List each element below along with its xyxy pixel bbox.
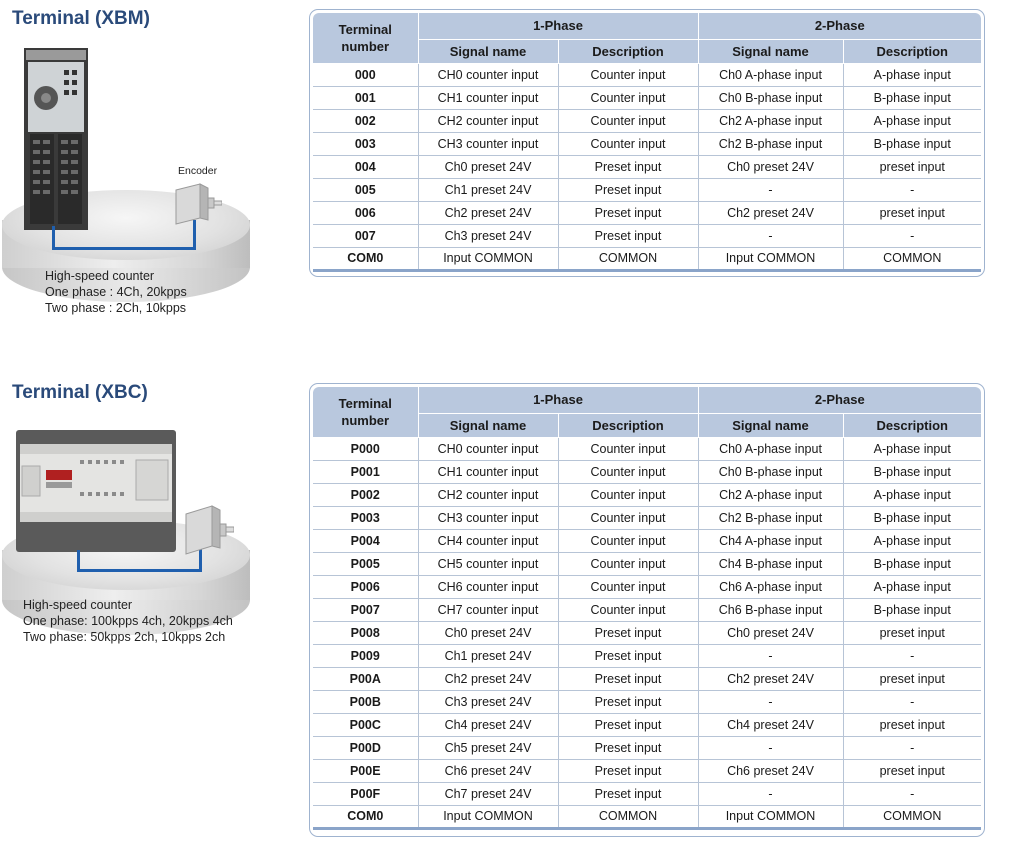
table-row xyxy=(313,155,981,178)
signal-name-2phase-cell: Ch4 preset 24V xyxy=(698,713,843,736)
description-1phase-cell: Counter input xyxy=(558,483,698,506)
description-1phase-cell: Counter input xyxy=(558,529,698,552)
terminal-number-cell: P00C xyxy=(313,713,418,736)
description-2phase-cell: preset input xyxy=(843,667,981,690)
description-2phase-cell: B-phase input xyxy=(843,86,981,109)
table-row xyxy=(313,132,981,155)
table-row xyxy=(313,621,981,644)
terminal-number-cell: 004 xyxy=(313,155,418,178)
terminal-number-cell: COM0 xyxy=(313,247,418,270)
table-row xyxy=(313,575,981,598)
description-2phase-cell: B-phase input xyxy=(843,460,981,483)
xbm-table-frame xyxy=(309,9,985,277)
table-row xyxy=(313,460,981,483)
signal-name-2phase-cell: Ch6 preset 24V xyxy=(698,759,843,782)
terminal-number-cell: P006 xyxy=(313,575,418,598)
xbm-title: Terminal (XBM) xyxy=(12,8,150,29)
signal-name-1phase-cell: CH0 counter input xyxy=(418,437,558,460)
signal-name-1phase-cell: Ch5 preset 24V xyxy=(418,736,558,759)
plc-module-icon xyxy=(24,48,88,230)
xbc-terminal-table xyxy=(313,387,981,830)
header-signal-name: Signal name xyxy=(698,413,843,437)
signal-name-1phase-cell: Ch7 preset 24V xyxy=(418,782,558,805)
terminal-number-cell: P000 xyxy=(313,437,418,460)
xbm-illustration xyxy=(0,40,260,320)
header-group-1-phase: 1-Phase xyxy=(418,13,698,39)
header-description: Description xyxy=(558,39,698,63)
table-row xyxy=(313,529,981,552)
signal-name-2phase-cell: - xyxy=(698,178,843,201)
table-row xyxy=(313,598,981,621)
signal-name-1phase-cell: CH2 counter input xyxy=(418,109,558,132)
header-signal-name: Signal name xyxy=(418,39,558,63)
terminal-number-cell: P001 xyxy=(313,460,418,483)
header-signal-name: Signal name xyxy=(418,413,558,437)
signal-name-2phase-cell: Ch0 A-phase input xyxy=(698,437,843,460)
table-row xyxy=(313,644,981,667)
table-row xyxy=(313,736,981,759)
description-2phase-cell: - xyxy=(843,782,981,805)
caption-line: One phase : 4Ch, 20kpps xyxy=(45,285,187,299)
terminal-number-cell: 006 xyxy=(313,201,418,224)
encoder-icon xyxy=(182,502,234,558)
description-1phase-cell: Preset input xyxy=(558,759,698,782)
description-2phase-cell: B-phase input xyxy=(843,132,981,155)
caption-line: Two phase : 2Ch, 10kpps xyxy=(45,301,187,315)
description-2phase-cell: preset input xyxy=(843,155,981,178)
terminal-number-cell: P007 xyxy=(313,598,418,621)
signal-name-2phase-cell: - xyxy=(698,690,843,713)
description-1phase-cell: Preset input xyxy=(558,644,698,667)
table-row xyxy=(313,690,981,713)
terminal-number-cell: 007 xyxy=(313,224,418,247)
description-1phase-cell: Preset input xyxy=(558,690,698,713)
signal-name-1phase-cell: CH4 counter input xyxy=(418,529,558,552)
terminal-number-cell: P003 xyxy=(313,506,418,529)
xbc-caption xyxy=(23,597,233,645)
terminal-number-cell: P00F xyxy=(313,782,418,805)
terminal-number-cell: P00B xyxy=(313,690,418,713)
xbm-caption xyxy=(45,268,187,316)
terminal-number-cell: P005 xyxy=(313,552,418,575)
description-1phase-cell: Preset input xyxy=(558,201,698,224)
terminal-number-cell: 005 xyxy=(313,178,418,201)
description-2phase-cell: A-phase input xyxy=(843,437,981,460)
xbm-terminal-table xyxy=(313,13,981,272)
table-row xyxy=(313,506,981,529)
xbc-title: Terminal (XBC) xyxy=(12,382,148,403)
signal-name-1phase-cell: Ch1 preset 24V xyxy=(418,644,558,667)
signal-name-1phase-cell: CH1 counter input xyxy=(418,460,558,483)
description-1phase-cell: Counter input xyxy=(558,109,698,132)
signal-name-2phase-cell: Ch4 B-phase input xyxy=(698,552,843,575)
signal-name-2phase-cell: - xyxy=(698,736,843,759)
table-row xyxy=(313,782,981,805)
encoder-icon xyxy=(172,180,222,226)
signal-name-1phase-cell: Ch2 preset 24V xyxy=(418,201,558,224)
signal-name-2phase-cell: Ch2 A-phase input xyxy=(698,109,843,132)
caption-line: High-speed counter xyxy=(23,598,133,612)
description-1phase-cell: Preset input xyxy=(558,155,698,178)
description-2phase-cell: - xyxy=(843,644,981,667)
table-row xyxy=(313,224,981,247)
table-row xyxy=(313,201,981,224)
signal-name-1phase-cell: Input COMMON xyxy=(418,805,558,828)
terminal-number-cell: P008 xyxy=(313,621,418,644)
description-1phase-cell: Counter input xyxy=(558,86,698,109)
signal-name-2phase-cell: Ch0 A-phase input xyxy=(698,63,843,86)
terminal-number-cell: P002 xyxy=(313,483,418,506)
description-2phase-cell: preset input xyxy=(843,759,981,782)
table-row xyxy=(313,759,981,782)
terminal-number-cell: P00A xyxy=(313,667,418,690)
signal-name-2phase-cell: Ch0 B-phase input xyxy=(698,460,843,483)
terminal-number-cell: 001 xyxy=(313,86,418,109)
caption-line: High-speed counter xyxy=(45,269,155,283)
xbc-illustration xyxy=(0,420,260,660)
description-2phase-cell: A-phase input xyxy=(843,529,981,552)
terminal-number-cell: P004 xyxy=(313,529,418,552)
signal-name-2phase-cell: - xyxy=(698,782,843,805)
cable-horizontal xyxy=(77,569,202,572)
description-2phase-cell: COMMON xyxy=(843,805,981,828)
description-1phase-cell: COMMON xyxy=(558,247,698,270)
signal-name-2phase-cell: Ch6 A-phase input xyxy=(698,575,843,598)
header-signal-name: Signal name xyxy=(698,39,843,63)
header-description: Description xyxy=(843,413,981,437)
header-description: Description xyxy=(843,39,981,63)
signal-name-1phase-cell: Ch6 preset 24V xyxy=(418,759,558,782)
signal-name-1phase-cell: Ch1 preset 24V xyxy=(418,178,558,201)
description-1phase-cell: Preset input xyxy=(558,667,698,690)
signal-name-2phase-cell: Ch2 preset 24V xyxy=(698,201,843,224)
signal-name-2phase-cell: Ch0 B-phase input xyxy=(698,86,843,109)
signal-name-1phase-cell: Input COMMON xyxy=(418,247,558,270)
signal-name-1phase-cell: CH2 counter input xyxy=(418,483,558,506)
terminal-number-cell: P00E xyxy=(313,759,418,782)
encoder-label: Encoder xyxy=(178,165,218,177)
header-terminal-number: Terminal number xyxy=(313,13,418,63)
signal-name-2phase-cell: Ch2 preset 24V xyxy=(698,667,843,690)
signal-name-1phase-cell: Ch0 preset 24V xyxy=(418,621,558,644)
terminal-number-cell: P009 xyxy=(313,644,418,667)
description-2phase-cell: preset input xyxy=(843,621,981,644)
plc-xbc-icon xyxy=(16,430,176,552)
table-row xyxy=(313,552,981,575)
description-2phase-cell: B-phase input xyxy=(843,598,981,621)
table-row xyxy=(313,109,981,132)
signal-name-1phase-cell: Ch4 preset 24V xyxy=(418,713,558,736)
description-1phase-cell: Preset input xyxy=(558,224,698,247)
table-row xyxy=(313,247,981,270)
description-2phase-cell: - xyxy=(843,178,981,201)
signal-name-2phase-cell: Input COMMON xyxy=(698,805,843,828)
description-2phase-cell: A-phase input xyxy=(843,63,981,86)
description-2phase-cell: A-phase input xyxy=(843,575,981,598)
description-2phase-cell: COMMON xyxy=(843,247,981,270)
terminal-number-cell: 000 xyxy=(313,63,418,86)
description-1phase-cell: Counter input xyxy=(558,63,698,86)
table-row xyxy=(313,667,981,690)
description-1phase-cell: Counter input xyxy=(558,437,698,460)
table-row xyxy=(313,437,981,460)
signal-name-2phase-cell: Ch6 B-phase input xyxy=(698,598,843,621)
table-row xyxy=(313,63,981,86)
description-2phase-cell: A-phase input xyxy=(843,483,981,506)
description-2phase-cell: preset input xyxy=(843,713,981,736)
terminal-number-cell: P00D xyxy=(313,736,418,759)
signal-name-2phase-cell: Ch4 A-phase input xyxy=(698,529,843,552)
signal-name-1phase-cell: Ch2 preset 24V xyxy=(418,667,558,690)
caption-line: One phase: 100kpps 4ch, 20kpps 4ch xyxy=(23,614,233,628)
header-group-1-phase: 1-Phase xyxy=(418,387,698,413)
description-2phase-cell: - xyxy=(843,224,981,247)
description-1phase-cell: Preset input xyxy=(558,736,698,759)
table-row xyxy=(313,86,981,109)
signal-name-1phase-cell: Ch3 preset 24V xyxy=(418,690,558,713)
description-1phase-cell: Counter input xyxy=(558,460,698,483)
signal-name-1phase-cell: Ch0 preset 24V xyxy=(418,155,558,178)
signal-name-1phase-cell: CH7 counter input xyxy=(418,598,558,621)
description-2phase-cell: B-phase input xyxy=(843,552,981,575)
signal-name-2phase-cell: Input COMMON xyxy=(698,247,843,270)
terminal-number-cell: COM0 xyxy=(313,805,418,828)
description-1phase-cell: Counter input xyxy=(558,132,698,155)
header-group-2-phase: 2-Phase xyxy=(698,387,981,413)
signal-name-1phase-cell: CH0 counter input xyxy=(418,63,558,86)
description-1phase-cell: Preset input xyxy=(558,178,698,201)
description-1phase-cell: COMMON xyxy=(558,805,698,828)
signal-name-2phase-cell: Ch0 preset 24V xyxy=(698,155,843,178)
signal-name-2phase-cell: Ch2 B-phase input xyxy=(698,506,843,529)
description-1phase-cell: Preset input xyxy=(558,713,698,736)
description-1phase-cell: Preset input xyxy=(558,782,698,805)
signal-name-2phase-cell: Ch0 preset 24V xyxy=(698,621,843,644)
header-group-2-phase: 2-Phase xyxy=(698,13,981,39)
signal-name-1phase-cell: CH5 counter input xyxy=(418,552,558,575)
table-row xyxy=(313,713,981,736)
header-description: Description xyxy=(558,413,698,437)
signal-name-2phase-cell: Ch2 B-phase input xyxy=(698,132,843,155)
signal-name-2phase-cell: Ch2 A-phase input xyxy=(698,483,843,506)
signal-name-2phase-cell: - xyxy=(698,224,843,247)
header-terminal-number: Terminal number xyxy=(313,387,418,437)
signal-name-2phase-cell: - xyxy=(698,644,843,667)
description-1phase-cell: Counter input xyxy=(558,552,698,575)
description-2phase-cell: - xyxy=(843,690,981,713)
description-1phase-cell: Preset input xyxy=(558,621,698,644)
description-1phase-cell: Counter input xyxy=(558,598,698,621)
signal-name-1phase-cell: Ch3 preset 24V xyxy=(418,224,558,247)
xbc-table-body xyxy=(313,437,981,828)
description-2phase-cell: B-phase input xyxy=(843,506,981,529)
description-2phase-cell: - xyxy=(843,736,981,759)
signal-name-1phase-cell: CH6 counter input xyxy=(418,575,558,598)
terminal-number-cell: 002 xyxy=(313,109,418,132)
table-row xyxy=(313,805,981,828)
description-1phase-cell: Counter input xyxy=(558,575,698,598)
table-row xyxy=(313,483,981,506)
cable-horizontal xyxy=(52,247,196,250)
xbm-table-body xyxy=(313,63,981,270)
xbc-table-frame xyxy=(309,383,985,837)
signal-name-1phase-cell: CH1 counter input xyxy=(418,86,558,109)
description-2phase-cell: preset input xyxy=(843,201,981,224)
signal-name-1phase-cell: CH3 counter input xyxy=(418,132,558,155)
caption-line: Two phase: 50kpps 2ch, 10kpps 2ch xyxy=(23,630,226,644)
signal-name-1phase-cell: CH3 counter input xyxy=(418,506,558,529)
description-2phase-cell: A-phase input xyxy=(843,109,981,132)
table-row xyxy=(313,178,981,201)
terminal-number-cell: 003 xyxy=(313,132,418,155)
description-1phase-cell: Counter input xyxy=(558,506,698,529)
